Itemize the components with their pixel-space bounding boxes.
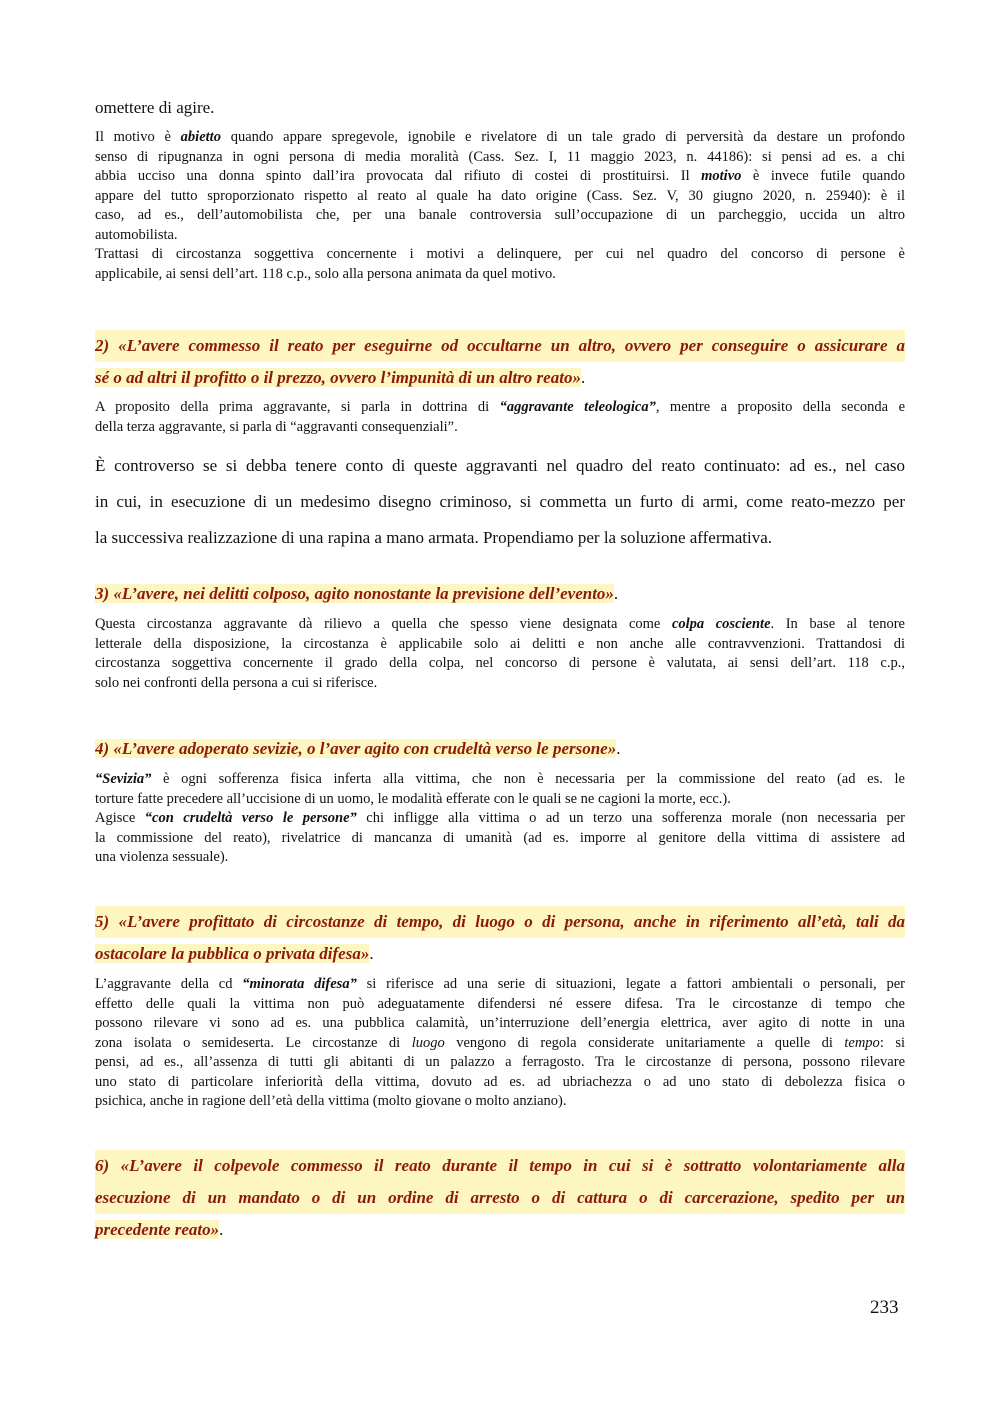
para1-line8: applicabile, ai sensi dell’art. 118 c.p., solo alla persona animata da quel motivo. <box>95 265 556 282</box>
para6-line7: psichica, anche in ragione dell’età della vittima (molto giovane o molto anziano). <box>95 1093 567 1109</box>
para2-line2: della terza aggravante, si parla di “aggravanti consequenziali”. <box>95 418 458 435</box>
para5-line4: la commissione del reato), rivelatrice di mancanza di umanità (ad es. imporre al genitore della vittima di assistere ad <box>95 829 905 846</box>
para6-line6: uno stato di particolare inferiorità della vittima, dovuto ad es. ad ubriachezza o ad uno stato di debolezza fisica o <box>95 1073 905 1090</box>
heading5-line1: 5) «L’avere profittato di circostanze di tempo, di luogo o di persona, anche in riferimento all’età, tali da <box>95 906 905 938</box>
heading6-dot: . <box>219 1220 224 1239</box>
para3-line2: in cui, in esecuzione di un medesimo disegno criminoso, si commetta un furto di armi, come reato-mezzo per <box>95 492 905 511</box>
para4-line1: Questa circostanza aggravante dà rilievo a quella che spesso viene designata come colpa cosciente. In base al tenore <box>95 616 905 632</box>
para6-line1: L’aggravante della cd “minorata difesa” si riferisce ad una serie di situazioni, legate a fattori ambientali o personali, per <box>95 976 905 992</box>
page-number: 233 <box>870 1297 899 1318</box>
paragraph-teleologica <box>95 398 905 437</box>
heading3-dot: . <box>613 584 619 603</box>
para6-line2: effetto delle quali la vittima non può adeguatamente difendersi né essere difesa. Tra le circostanze di tempo che <box>95 995 905 1012</box>
para2-line1: A proposito della prima aggravante, si parla in dottrina di “aggravante teleologica”, mentre a proposito della seconda e <box>95 399 906 415</box>
para1-line5: caso, ad es., dell’automobilista che, per una banale controversia sull’occupazione di un parcheggio, uccida un altro <box>95 207 905 223</box>
para5-line1: “Sevizia” è ogni sofferenza fisica inferta alla vittima, che non è necessaria per la commissione del reato (ad es. le <box>95 771 905 787</box>
para6-line4: zona isolata o semideserta. Le circostanze di luogo vengono di regola considerate unitariamente a quelle di tempo: si <box>95 1034 905 1051</box>
paragraph-controverso <box>95 448 905 556</box>
para1-line4: appare del tutto sproporzionato rispetto al reato al quale ha dato origine (Cass. Sez. V, 30 giugno 2020, n. 25940): è il <box>95 187 905 204</box>
heading-2 <box>95 330 905 394</box>
para3-line3: la successiva realizzazione di una rapina a mano armata. Propendiamo per la soluzione affermativa. <box>95 528 773 547</box>
para4-line4: solo nei confronti della persona a cui si riferisce. <box>95 674 378 691</box>
para1-line6: automobilista. <box>95 226 178 243</box>
para3-line1: È controverso se si debba tenere conto di queste aggravanti nel quadro del reato continuato: ad es., nel caso <box>95 456 905 475</box>
paragraph-colpa-cosciente <box>95 615 905 693</box>
heading6-line3: precedente reato» <box>95 1220 220 1239</box>
heading4-line1: 4) «L’avere adoperato sevizie, o l’aver agito con crudeltà verso le persone» <box>95 739 617 758</box>
heading6-line2: esecuzione di un mandato o di un ordine di arresto o di cattura o di carcerazione, spedito per un <box>95 1182 905 1214</box>
heading5-dot: . <box>369 944 374 963</box>
top-line: omettere di agire. <box>95 98 215 117</box>
para1-line2: senso di ripugnanza in ogni persona di media moralità (Cass. Sez. I, 11 maggio 2023, n. 44186): si pensi ad es. a chi <box>95 148 905 165</box>
heading5-line2: ostacolare la pubblica o privata difesa» <box>95 944 370 963</box>
heading3-line1: 3) «L’avere, nei delitti colposo, agito nonostante la previsione dell’evento» <box>95 584 614 603</box>
heading-3 <box>95 578 905 610</box>
para1-line1: Il motivo è abietto quando appare spregevole, ignobile e rivelatore di un tale grado di perversità da destare un profondo <box>95 129 905 145</box>
heading-5 <box>95 906 905 970</box>
heading2-dot: . <box>580 368 586 387</box>
para5-line3: Agisce “con crudeltà verso le persone” chi infligge alla vittima o ad un terzo una sofferenza morale (non necessaria per <box>95 810 906 826</box>
para4-line3: circostanza soggettiva concernente il grado della colpa, nel concorso di persone è valutata, ai sensi dell’art. 118 c.p., <box>95 655 905 671</box>
paragraph-minorata-difesa <box>95 975 905 1112</box>
paragraph-motivo <box>95 128 905 284</box>
para5-line5: una violenza sessuale). <box>95 849 229 865</box>
heading6-line1: 6) «L’avere il colpevole commesso il reato durante il tempo in cui si è sottratto volontariamente alla <box>95 1150 905 1182</box>
para5-line2: torture fatte precedere all’uccisione di un uomo, le modalità efferate con le quali se ne cagioni la morte, ecc.). <box>95 790 731 807</box>
heading-6 <box>95 1150 905 1246</box>
para6-line3: possono rilevare vi sono ad es. una pubblica calamità, un’interruzione dell’energia elettrica, aver agito di notte in una <box>95 1015 905 1031</box>
para1-line3: abbia ucciso una donna spinto dall’ira provocata dal rifiuto di costei di prostituirsi. Il motivo è invece futile quando <box>95 168 905 184</box>
para4-line2: letterale della disposizione, la circostanza è applicabile solo ai delitti e non anche alle contravvenzioni. Trattandosi di <box>95 635 905 652</box>
heading2-line1: 2) «L’avere commesso il reato per eseguirne od occultarne un altro, ovvero per conseguire o assicurare a <box>95 330 905 362</box>
para1-line7: Trattasi di circostanza soggettiva concernente i motivi a delinquere, per cui nel quadro del concorso di persone è <box>95 246 905 262</box>
paragraph-sevizie <box>95 770 905 868</box>
heading4-dot: . <box>616 739 621 758</box>
para6-line5: pensi, ad es., all’assenza di tutti gli abitanti di un palazzo a ferragosto. Tra le circostanze di persona, possono rilevare <box>95 1054 905 1070</box>
heading-4 <box>95 733 905 765</box>
heading2-line2: sé o ad altri il profitto o il prezzo, ovvero l’impunità di un altro reato» <box>95 368 581 387</box>
